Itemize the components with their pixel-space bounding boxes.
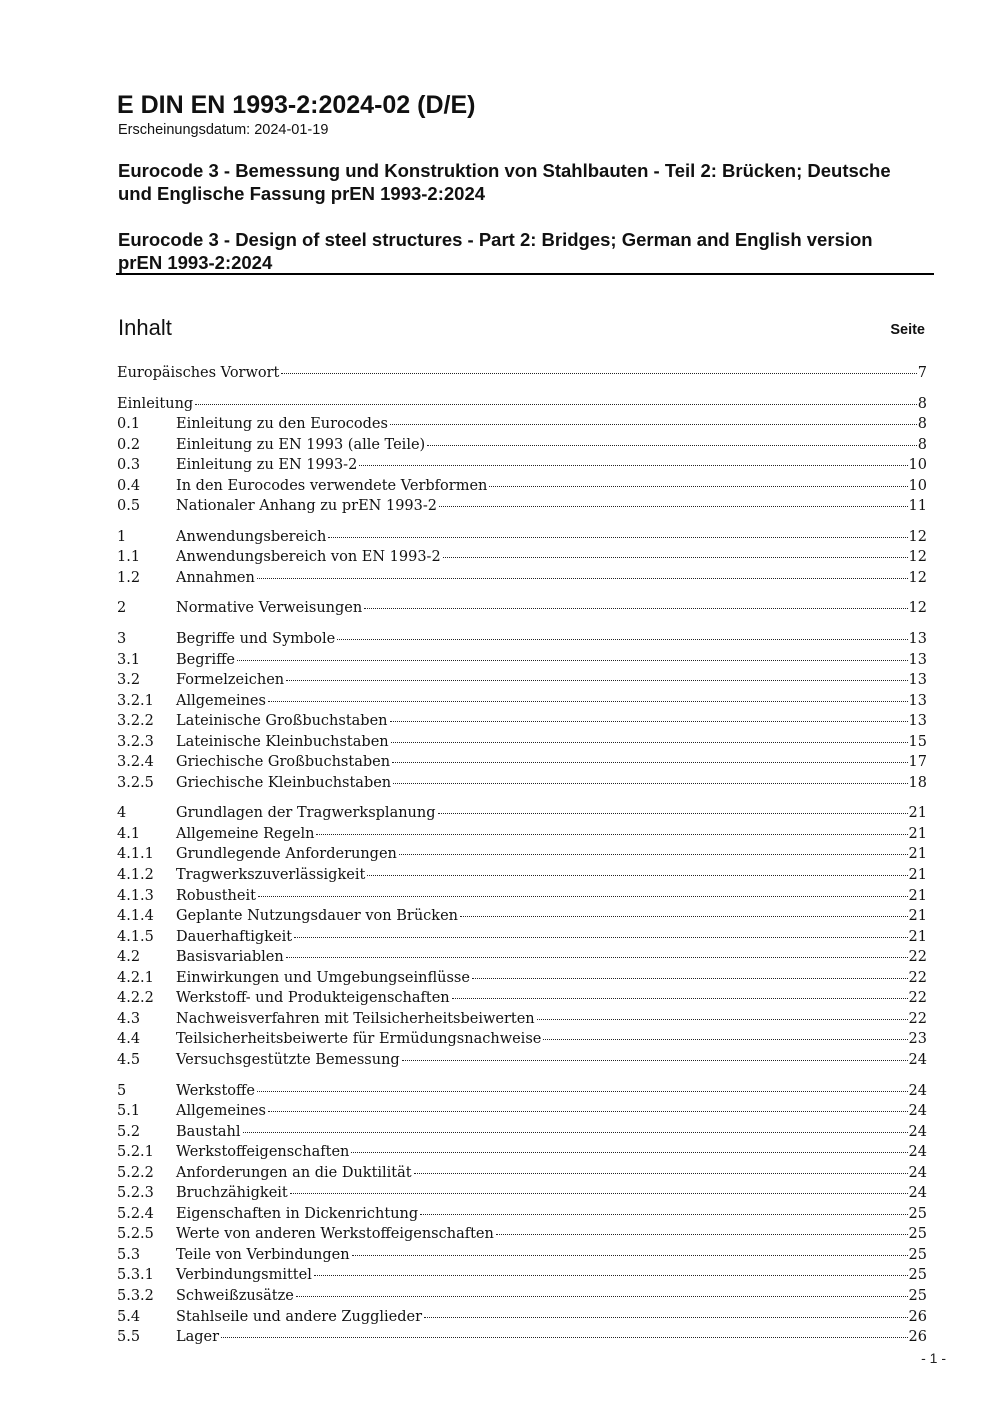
toc-entry-number: 5.2.1 — [117, 1144, 154, 1161]
toc-entry-page: 13 — [908, 631, 927, 648]
toc-entry-title: Dauerhaftigkeit — [176, 928, 293, 945]
toc-entry-number: 3.2 — [117, 672, 141, 689]
toc-entry-number: 4 — [117, 805, 127, 822]
toc-entry-title: Lateinische Kleinbuchstaben — [176, 733, 389, 750]
toc-dot-leader — [286, 680, 907, 681]
toc-dot-leader — [294, 937, 907, 938]
toc-dot-leader — [439, 506, 908, 507]
toc-dot-leader — [286, 957, 908, 958]
toc-entry-title: Baustahl — [176, 1123, 241, 1140]
toc-dot-leader — [543, 1039, 907, 1040]
toc-dot-leader — [438, 813, 908, 814]
toc-entry-title: Werkstoffeigenschaften — [176, 1144, 350, 1161]
toc-entry[interactable] — [117, 844, 927, 865]
toc-entry-number: 5.4 — [117, 1308, 141, 1325]
toc-entry-number: 3.2.4 — [117, 754, 154, 771]
toc-entry-number: 4.1.1 — [117, 846, 154, 863]
toc-entry-title: Allgemeines — [176, 1103, 266, 1120]
toc-entry[interactable] — [117, 1142, 927, 1163]
toc-dot-leader — [443, 557, 908, 558]
toc-entry[interactable] — [117, 711, 927, 732]
toc-dot-leader — [472, 978, 908, 979]
toc-entry-page: 26 — [908, 1308, 927, 1325]
toc-entry[interactable] — [117, 435, 927, 456]
toc-entry-page: 21 — [908, 825, 927, 842]
toc-entry-page: 24 — [908, 1164, 927, 1181]
toc-entry-page: 21 — [908, 867, 927, 884]
toc-entry-title: Werkstoff- und Produkteigenschaften — [176, 990, 450, 1007]
toc-entry-number: 0.4 — [117, 477, 141, 494]
toc-entry-page: 13 — [908, 692, 927, 709]
toc-entry-page: 23 — [908, 1031, 927, 1048]
toc-entry-number: 2 — [117, 600, 127, 617]
toc-entry-number: 5.3 — [117, 1246, 141, 1263]
toc-entry-page: 25 — [908, 1246, 927, 1263]
toc-entry[interactable] — [117, 752, 927, 773]
toc-dot-leader — [257, 578, 908, 579]
toc-entry[interactable] — [117, 547, 927, 568]
toc-dot-leader — [390, 721, 908, 722]
toc-entry-title: Anwendungsbereich — [176, 528, 327, 545]
toc-entry-title: Tragwerkszuverlässigkeit — [176, 867, 366, 884]
toc-entry[interactable] — [117, 598, 927, 619]
toc-dot-leader — [316, 834, 907, 835]
toc-entry-number: 3 — [117, 631, 127, 648]
toc-entry-page: 10 — [908, 477, 927, 494]
toc-dot-leader — [328, 537, 907, 538]
toc-dot-leader — [351, 1152, 907, 1153]
title-german: Eurocode 3 - Bemessung und Konstruktion von Stahlbauten - Teil 2: Brücken; Deutsche und Englische Fassung prEN 1993-2:2024 — [118, 160, 891, 204]
toc-entry-number: 5.2 — [117, 1123, 141, 1140]
toc-entry-number: 0.5 — [117, 498, 141, 515]
toc-entry-page: 24 — [908, 1103, 927, 1120]
toc-entry[interactable] — [117, 824, 927, 845]
toc-entry-number: 5.2.2 — [117, 1164, 154, 1181]
toc-entry-number: 5.5 — [117, 1329, 141, 1346]
toc-entry[interactable] — [117, 691, 927, 712]
toc-entry-number: 1 — [117, 528, 127, 545]
toc-entry[interactable] — [117, 1122, 927, 1143]
toc-entry-page: 12 — [908, 600, 927, 617]
toc-dot-leader — [268, 701, 908, 702]
toc-entry[interactable] — [117, 1204, 927, 1225]
toc-entry-title: Nationaler Anhang zu prEN 1993-2 — [176, 498, 437, 515]
toc-entry-title: Lager — [176, 1329, 220, 1346]
toc-entry-page: 22 — [908, 1010, 927, 1027]
toc-entry-page: 25 — [908, 1205, 927, 1222]
toc-entry-page: 8 — [917, 436, 927, 453]
toc-dot-leader — [237, 660, 908, 661]
toc-entry-page: 25 — [908, 1287, 927, 1304]
toc-entry-page: 22 — [908, 969, 927, 986]
publication-date: Erscheinungsdatum: 2024-01-19 — [118, 122, 329, 138]
toc-entry[interactable] — [117, 773, 927, 794]
toc-entry-page: 24 — [908, 1082, 927, 1099]
toc-entry-title: Geplante Nutzungsdauer von Brücken — [176, 908, 458, 925]
toc-entry-page: 21 — [908, 928, 927, 945]
toc-entry-page: 21 — [908, 846, 927, 863]
toc-entry-number: 3.2.3 — [117, 733, 154, 750]
toc-dot-leader — [496, 1234, 908, 1235]
toc-entry[interactable] — [117, 1224, 927, 1245]
toc-entry-page: 22 — [908, 990, 927, 1007]
toc-dot-leader — [399, 854, 908, 855]
toc-dot-leader — [420, 1214, 907, 1215]
toc-dot-leader — [489, 486, 907, 487]
toc-entry[interactable] — [117, 527, 927, 548]
toc-entry[interactable] — [117, 865, 927, 886]
toc-entry-page: 24 — [908, 1144, 927, 1161]
toc-entry-page: 24 — [908, 1123, 927, 1140]
toc-dot-leader — [402, 1060, 908, 1061]
toc-dot-leader — [537, 1019, 908, 1020]
toc-entry-page: 21 — [908, 887, 927, 904]
toc-entry-number: 0.3 — [117, 457, 141, 474]
toc-dot-leader — [392, 762, 908, 763]
table-of-contents — [117, 363, 927, 1348]
toc-dot-leader — [460, 916, 908, 917]
toc-entry-number: 5.2.5 — [117, 1226, 154, 1243]
toc-entry-title: Basisvariablen — [176, 949, 284, 966]
toc-entry-number: 4.1.4 — [117, 908, 154, 925]
toc-entry-title: Werte von anderen Werkstoffeigenschaften — [176, 1226, 494, 1243]
toc-entry-number: 3.2.1 — [117, 692, 154, 709]
toc-entry-title: Griechische Großbuchstaben — [176, 754, 391, 771]
toc-entry-number: 3.1 — [117, 651, 141, 668]
toc-entry-number: 1.2 — [117, 569, 141, 586]
toc-entry[interactable] — [117, 414, 927, 435]
toc-entry-title: Grundlegende Anforderungen — [176, 846, 397, 863]
toc-entry-title: Annahmen — [176, 569, 255, 586]
toc-entry-title: Eigenschaften in Dickenrichtung — [176, 1205, 419, 1222]
toc-entry[interactable] — [117, 1050, 927, 1071]
toc-entry-page: 13 — [908, 672, 927, 689]
toc-dot-leader — [352, 1255, 908, 1256]
toc-entry[interactable] — [117, 1307, 927, 1328]
toc-entry-title: Teilsicherheitsbeiwerte für Ermüdungsnachweise — [176, 1031, 542, 1048]
toc-entry-number: 3.2.2 — [117, 713, 154, 730]
page-column-label: Seite — [890, 322, 925, 338]
toc-entry[interactable] — [117, 363, 927, 384]
toc-dot-leader — [424, 1317, 908, 1318]
toc-entry-title: Begriffe und Symbole — [176, 631, 336, 648]
toc-dot-leader — [364, 608, 907, 609]
toc-entry-number: 4.2 — [117, 949, 141, 966]
toc-entry-page: 24 — [908, 1051, 927, 1068]
toc-entry-title: Robustheit — [176, 887, 256, 904]
toc-entry-title: Nachweisverfahren mit Teilsicherheitsbeiwerten — [176, 1010, 535, 1027]
toc-entry-title: Lateinische Großbuchstaben — [176, 713, 388, 730]
toc-entry-page: 25 — [908, 1267, 927, 1284]
toc-entry-number: 4.1.3 — [117, 887, 154, 904]
toc-entry[interactable] — [117, 1327, 927, 1348]
toc-entry-number: 4.1 — [117, 825, 141, 842]
toc-entry-number: 0.2 — [117, 436, 141, 453]
toc-entry[interactable] — [117, 1101, 927, 1122]
toc-entry-page: 25 — [908, 1226, 927, 1243]
toc-entry-page: 13 — [908, 651, 927, 668]
toc-entry[interactable] — [117, 947, 927, 968]
toc-entry-number: 5 — [117, 1082, 127, 1099]
toc-entry[interactable] — [117, 968, 927, 989]
toc-entry-page: 12 — [908, 549, 927, 566]
toc-entry-page: 12 — [908, 569, 927, 586]
toc-dot-leader — [391, 742, 908, 743]
toc-entry-number: 4.1.2 — [117, 867, 154, 884]
toc-dot-leader — [257, 1091, 908, 1092]
toc-entry-page: 17 — [908, 754, 927, 771]
toc-entry-number: 4.2.1 — [117, 969, 154, 986]
toc-entry[interactable] — [117, 1265, 927, 1286]
toc-entry-title: Allgemeine Regeln — [176, 825, 315, 842]
toc-entry-title: Einleitung zu EN 1993-2 — [176, 457, 358, 474]
toc-entry-title: Bruchzähigkeit — [176, 1185, 288, 1202]
toc-dot-leader — [221, 1337, 907, 1338]
toc-entry[interactable] — [117, 927, 927, 948]
toc-entry-number: 5.1 — [117, 1103, 141, 1120]
toc-entry-page: 18 — [908, 774, 927, 791]
toc-entry-page: 8 — [917, 395, 927, 412]
toc-entry-title: Versuchsgestützte Bemessung — [176, 1051, 400, 1068]
toc-entry-page: 13 — [908, 713, 927, 730]
toc-dot-leader — [390, 424, 917, 425]
toc-entry[interactable] — [117, 476, 927, 497]
toc-entry-title: Griechische Kleinbuchstaben — [176, 774, 392, 791]
toc-entry-number: 4.1.5 — [117, 928, 154, 945]
toc-dot-leader — [414, 1173, 908, 1174]
toc-entry[interactable] — [117, 496, 927, 517]
toc-dot-leader — [452, 998, 908, 999]
toc-entry-number: 5.2.3 — [117, 1185, 154, 1202]
toc-entry-title: Europäisches Vorwort — [117, 365, 280, 381]
toc-entry[interactable] — [117, 1009, 927, 1030]
toc-entry-number: 4.2.2 — [117, 990, 154, 1007]
toc-entry-title: Grundlagen der Tragwerksplanung — [176, 805, 436, 822]
toc-entry[interactable] — [117, 1245, 927, 1266]
toc-entry-page: 26 — [908, 1329, 927, 1346]
toc-entry-title: Formelzeichen — [176, 672, 285, 689]
toc-dot-leader — [314, 1275, 908, 1276]
toc-entry-number: 0.1 — [117, 416, 141, 433]
toc-entry-title: Werkstoffe — [176, 1082, 255, 1099]
toc-entry-page: 24 — [908, 1185, 927, 1202]
toc-entry[interactable] — [117, 886, 927, 907]
toc-entry-title: Anforderungen an die Duktilität — [176, 1164, 412, 1181]
toc-entry-title: Einleitung zu den Eurocodes — [176, 416, 388, 433]
toc-entry-page: 21 — [908, 805, 927, 822]
toc-entry[interactable] — [117, 455, 927, 476]
toc-dot-leader — [359, 465, 907, 466]
toc-entry-page: 21 — [908, 908, 927, 925]
toc-dot-leader — [367, 875, 907, 876]
toc-dot-leader — [258, 896, 908, 897]
toc-entry-number: 4.4 — [117, 1031, 141, 1048]
toc-entry-page: 22 — [908, 949, 927, 966]
toc-entry[interactable] — [117, 732, 927, 753]
toc-dot-leader — [427, 445, 917, 446]
toc-entry-page: 12 — [908, 528, 927, 545]
toc-entry-page: 8 — [917, 416, 927, 433]
toc-entry-title: Einleitung zu EN 1993 (alle Teile) — [176, 436, 426, 453]
toc-entry[interactable] — [117, 906, 927, 927]
document-number: E DIN EN 1993-2:2024-02 (D/E) — [117, 91, 476, 119]
toc-entry[interactable] — [117, 1286, 927, 1307]
toc-dot-leader — [290, 1193, 908, 1194]
toc-dot-leader — [268, 1111, 908, 1112]
toc-entry-title: Normative Verweisungen — [176, 600, 363, 617]
toc-dot-leader — [243, 1132, 908, 1133]
toc-dot-leader — [393, 783, 907, 784]
toc-entry[interactable] — [117, 650, 927, 671]
toc-entry-title: Stahlseile und andere Zugglieder — [176, 1308, 423, 1325]
toc-entry[interactable] — [117, 1029, 927, 1050]
toc-entry-title: Einwirkungen und Umgebungseinflüsse — [176, 969, 470, 986]
toc-entry-title: Begriffe — [176, 651, 235, 668]
toc-entry[interactable] — [117, 670, 927, 691]
toc-dot-leader — [337, 639, 907, 640]
toc-entry-title: Verbindungsmittel — [176, 1267, 312, 1284]
toc-entry-number: 1.1 — [117, 549, 141, 566]
toc-entry-title: Einleitung — [117, 395, 194, 412]
toc-entry[interactable] — [117, 629, 927, 650]
toc-entry-number: 3.2.5 — [117, 774, 154, 791]
toc-entry-page: 11 — [908, 498, 927, 515]
page-number: - 1 - — [921, 1350, 946, 1366]
title-english: Eurocode 3 - Design of steel structures - Part 2: Bridges; German and English version prEN 1993-2:2024 — [118, 229, 873, 273]
toc-entry[interactable] — [117, 1183, 927, 1204]
toc-entry-title: Teile von Verbindungen — [176, 1246, 350, 1263]
toc-entry-number: 4.3 — [117, 1010, 141, 1027]
toc-entry[interactable] — [117, 1081, 927, 1102]
toc-entry-number: 5.3.1 — [117, 1267, 154, 1284]
toc-entry-number: 4.5 — [117, 1051, 141, 1068]
toc-entry-title: Allgemeines — [176, 692, 266, 709]
toc-entry-page: 7 — [917, 365, 927, 381]
toc-entry-title: Schweißzusätze — [176, 1287, 294, 1304]
toc-entry[interactable] — [117, 394, 927, 415]
toc-entry-page: 10 — [908, 457, 927, 474]
toc-entry-page: 15 — [908, 733, 927, 750]
toc-entry-title: In den Eurocodes verwendete Verbformen — [176, 477, 488, 494]
toc-heading: Inhalt — [118, 315, 172, 340]
toc-entry[interactable] — [117, 1163, 927, 1184]
toc-entry[interactable] — [117, 803, 927, 824]
toc-dot-leader — [195, 404, 917, 405]
toc-entry-number: 5.3.2 — [117, 1287, 154, 1304]
toc-entry-title: Anwendungsbereich von EN 1993-2 — [176, 549, 441, 566]
toc-entry-number: 5.2.4 — [117, 1205, 154, 1222]
toc-dot-leader — [281, 373, 916, 374]
header-divider — [116, 273, 934, 275]
toc-entry[interactable] — [117, 568, 927, 589]
toc-entry[interactable] — [117, 988, 927, 1009]
toc-dot-leader — [296, 1296, 908, 1297]
